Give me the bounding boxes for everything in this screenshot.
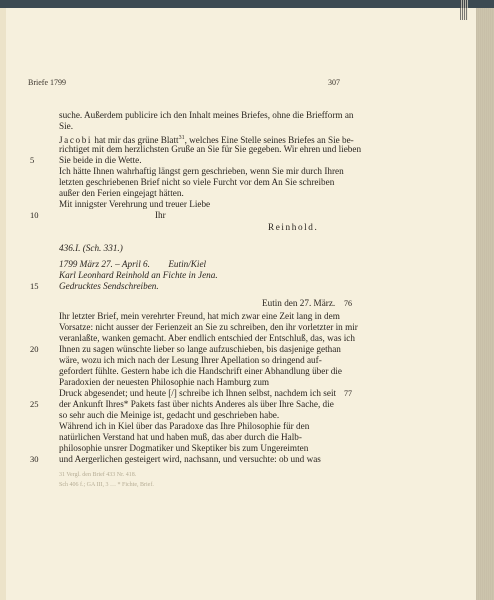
text-line: Während ich in Kiel über das Paradoxe das Ihre Philosophie für den xyxy=(59,421,310,431)
footnote: Sch 406 f.; GA III, 3 … * Fichte, Brief. xyxy=(59,482,154,488)
text-line: veranlaßte, wanken gemacht. Aber endlich entschied der Entschluß, das, was ich xyxy=(59,333,355,343)
line-number: 30 xyxy=(30,454,39,464)
person-name: Jacobi xyxy=(59,135,93,146)
closing: Ihr xyxy=(155,210,166,220)
text-line: Ihr letzter Brief, mein verehrter Freund, hat mich zwar eine Zeit lang in dem xyxy=(59,311,340,321)
text-line: Sie. xyxy=(59,121,74,131)
text-line: natürlichen Verstand hat und haben muß, das aber durch die Halb- xyxy=(59,432,302,442)
line-number: 5 xyxy=(30,155,35,165)
text-line: so sehr auch die Meinige ist, gedacht und geschrieben habe. xyxy=(59,410,280,420)
text-line: letzten geschriebenen Brief nicht so viele Furcht vor dem An Sie schreiben xyxy=(59,177,335,187)
text-line: Mit innigster Verehrung und treuer Liebe xyxy=(59,199,211,209)
line-number: 20 xyxy=(30,344,39,354)
letter-from-to: Karl Leonhard Reinhold an Fichte in Jena. xyxy=(59,270,218,280)
line-number: 25 xyxy=(30,399,39,409)
line-number: 10 xyxy=(30,210,39,220)
scan-ruler xyxy=(460,0,468,20)
text-line: außer den Ferien eingejagt hätten. xyxy=(59,188,184,198)
text-line: philosophie unsrer Dogmatiker und Skeptiker bis zum Ungereimten xyxy=(59,443,309,453)
text-line: Ihnen zu sagen wünschte lieber so lange aufzuschieben, bis dasjenige gethan xyxy=(59,344,341,354)
running-head: Briefe 1799 xyxy=(28,78,66,87)
letter-number: 436.I. (Sch. 331.) xyxy=(59,243,123,253)
margin-page-ref: 76 xyxy=(344,299,352,308)
footnote: 31 Vergl. den Brief 433 Nr. 418. xyxy=(59,472,137,478)
text-line: und Aergerlichen gesteigert wird, nachsann, und versuchte: ob und was xyxy=(59,454,321,464)
text-line: Vorsatze: nicht ausser der Ferienzeit an Sie zu schreiben, den ihr vorletzter in mir xyxy=(59,322,358,332)
text-line: Ich hätte Ihnen wahrhaftig längst gern geschrieben, wenn Sie mir durch Ihren xyxy=(59,166,344,176)
text-line: richtiget mit dem herzlichsten Gruße an Sie für Sie gegeben. Wir ehren und lieben xyxy=(59,144,362,154)
line-number: 15 xyxy=(30,281,39,291)
text-fragment: hat mir das grüne Blatt xyxy=(92,135,179,146)
text-line: Paradoxien der neuesten Philosophie nach Hamburg zum xyxy=(59,377,270,387)
text-line: Sie beide in die Wette. xyxy=(59,155,142,165)
text-line: Druck abgesendet; und heute [/] schreibe ich Ihnen selbst, nachdem ich seit xyxy=(59,388,337,398)
footnote-mark: 31 xyxy=(178,135,185,141)
text-line: der Ankunft Ihres* Pakets fast über nichts Anderes als über Ihre Sache, die xyxy=(59,399,334,409)
page-number: 307 xyxy=(328,78,340,87)
text-line: wäre, wozu ich mich nach der Lesung Ihrer Apellation so dringend auf- xyxy=(59,355,322,365)
page-edge-strip xyxy=(476,8,494,600)
text-line: suche. Außerdem publicire ich den Inhalt meines Briefes, ohne die Briefform an xyxy=(59,110,354,120)
signature: Reinhold. xyxy=(268,222,319,232)
margin-page-ref: 77 xyxy=(344,389,352,398)
text-fragment: , welches Eine Stelle seines Briefes an Sie be- xyxy=(184,135,354,146)
scan-edge-top xyxy=(0,0,494,8)
letter-date-place: 1799 März 27. – April 6. Eutin/Kiel xyxy=(59,259,207,269)
book-page xyxy=(6,8,477,600)
text-line: gefordert fühlte. Gestern habe ich die Handschrift einer Abhandlung über die xyxy=(59,366,342,376)
dateline: Eutin den 27. März. xyxy=(262,298,336,308)
letter-source: Gedrucktes Sendschreiben. xyxy=(59,281,159,291)
